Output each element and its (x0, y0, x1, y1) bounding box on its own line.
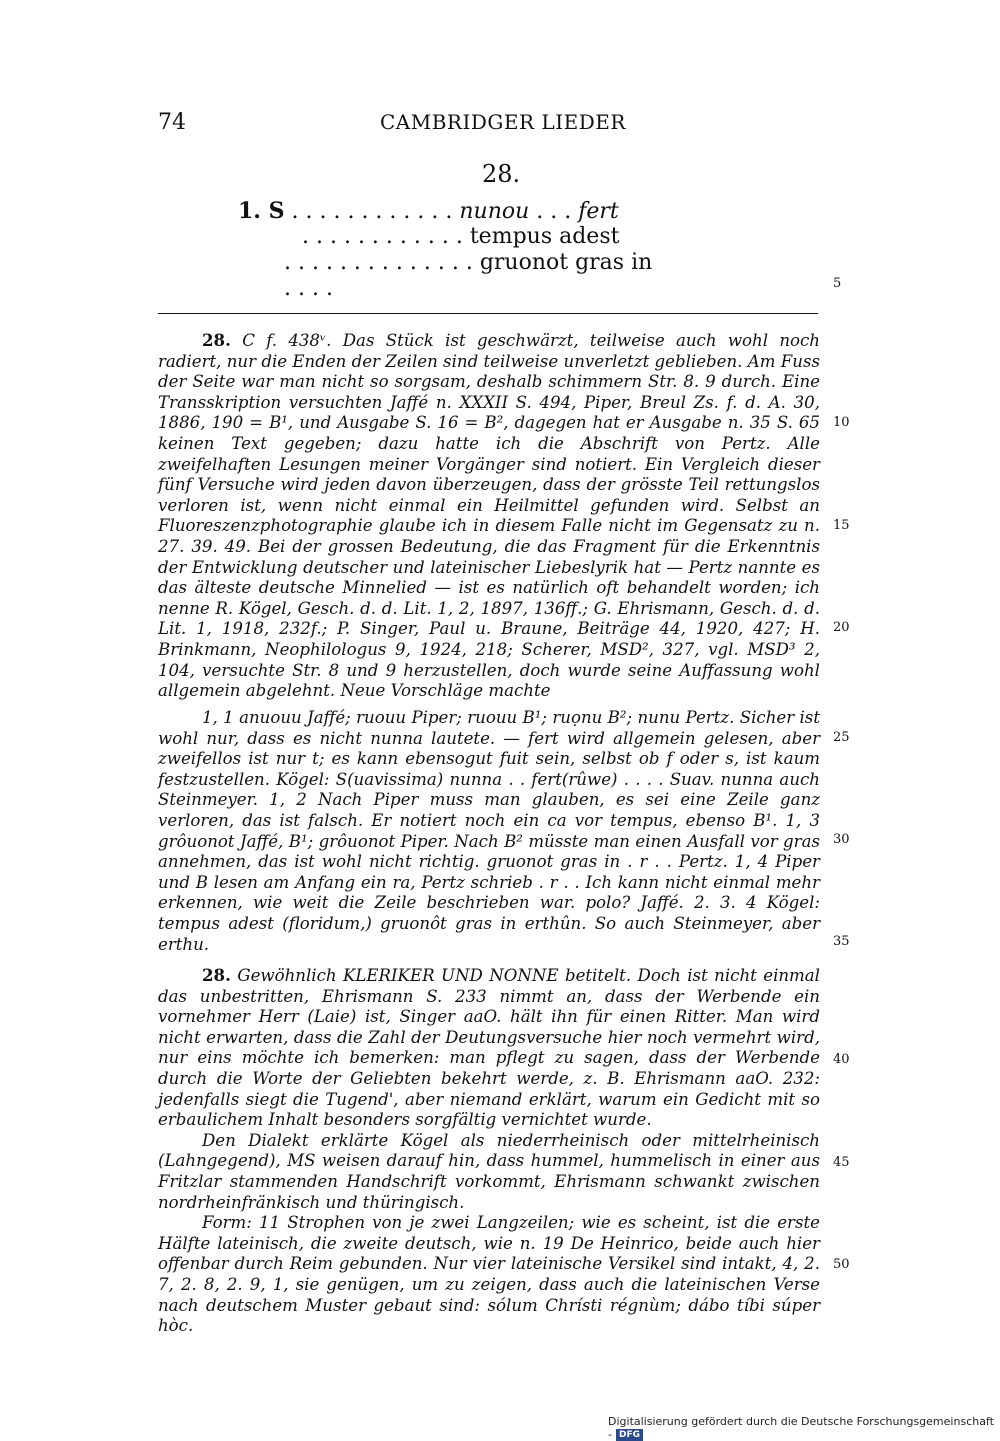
apparatus-text-2: 1, 1 anuouu Jaffé; ruouu Piper; ruouu B¹; ruọnu B²; nunu Pertz. Sicher ist wohl nur, dass es nicht nunna lautete. — fert wird allgemein gelesen, aber zweifellos ist nur t; es kann ebensogut fuit sein, selbst ob f oder s, ist kaum festzustellen. Kögel: S(uavissima) nunna . . fert(rûwe) . . . . Suav. nunna auch Steinmeyer. 1, 2 Nach Piper muss man glauben, es sei eine Zeile ganz verloren, das ist falsch. Er notiert noch ein ca vor tempus, ebenso B¹. 1, 3 grôuonot Jaffé, B¹; grôuonot Piper. Nach B² müsste man einen Ausfall vor gras annehmen, das ist wohl nicht richtig. gruonot gras in . r . . Pertz. 1, 4 Piper und B lesen am Anfang ein ra, Pertz schrieb . r . . Ich kann nicht einmal mehr erkennen, wie weit die Zeile beschrieben war. polo? Jaffé. 2. 3. 4 Kögel: tempus adest (floridum,) gruonôt gras in erthûn. So auch Steinmeyer, aber erthu. (158, 708, 820, 954)
line-number: 40 (833, 1052, 850, 1067)
page-number: 74 (158, 110, 186, 135)
line-number: 10 (833, 415, 850, 430)
line-number: 30 (833, 832, 850, 847)
line-number: 15 (833, 518, 850, 533)
commentary-p3: Form: 11 Strophen von je zwei Langzeilen; wie es scheint, ist die erste Hälfte lateinisch, die zweite deutsch, wie n. 19 De Heinrico, beide auch hier offenbar durch Reim gebunden. Nur vier lateinische Versikel sind intakt, 4, 2. 7, 2. 8, 2. 9, 1, sie genügen, um zu zeigen, dass auch die lateinischen Verse nach deutschem Muster gebaut sind: sólum Chrísti régnùm; dábo tíbi súper hòc. (158, 1213, 820, 1336)
digitization-footer: Digitalisierung gefördert durch die Deutsche Forschungsgemeinschaft - DFG (608, 1415, 994, 1441)
poem-number: 28. (482, 160, 521, 188)
commentary: 28. Gewöhnlich KLERIKER UND NONNE betitelt. Doch ist nicht einmal das unbestritten, Ehrismann S. 233 nimmt an, dass der Werbende ein vornehmer Herr (Laie) ist, Singer aaO. hält ihn für einen Ritter. Man wird nicht erwarten, dass die Zahl der Deutungsversuche hier noch vermehrt wird, nur eins möchte ich bemerken: man pflegt zu sagen, dass der Werbende durch die Worte der Geliebten bekehrt werde, z. B. Ehrismann aaO. 232: jedenfalls siegt die Tugend', aber niemand erklärt, warum ein Gedicht mit so erbaulichem Inhalt besonders sorgfältig vernichtet wurde. Den Dialekt erklärte Kögel als niederrheinisch oder mittelrheinisch (Lahngegend), MS weisen darauf hin, dass hummel, hummelisch in einer aus Fritzlar stammenden Handschrift vorkommt, Ehrismann schwankt zwischen nordrheinfränkisch und thüringisch. Form: 11 Strophen von je zwei Langzeilen; wie es scheint, ist die erste Hälfte lateinisch, die zweite deutsch, wie n. 19 De Heinrico, beide auch hier offenbar durch Reim gebunden. Nur vier lateinische Versikel sind intakt, 4, 2. 7, 2. 8, 2. 9, 1, sie genügen, um zu zeigen, dass auch die lateinischen Verse nach deutschem Muster gebaut sind: sólum Chrísti régnùm; dábo tíbi súper hòc. (158, 965, 820, 1336)
line-number: 5 (833, 276, 842, 291)
poem-line-4: . . . . (284, 276, 333, 301)
poem-line-3: . . . . . . . . . . . . . . gruonot gras in (284, 250, 653, 275)
line-number: 35 (833, 934, 850, 949)
apparatus-paragraph-1: 28. C f. 438ᵛ. Das Stück ist geschwärzt, teilweise auch wohl noch radiert, nur die Enden der Zeilen sind teilweise unverletzt geblieben. Am Fuss der Seite war man nicht so sorgsam, deshalb schimmern Str. 8. 9 durch. Eine Transskription versuchten Jaffé n. XXXII S. 494, Piper, Breul Zs. f. d. A. 30, 1886, 190 = B¹, und Ausgabe S. 16 = B², dagegen hat er Ausgabe n. 35 S. 65 keinen Text gegeben; dazu hatte ich die Abschrift von Pertz. Alle zweifelhaften Lesungen meiner Vorgänger sind notiert. Ein Vergleich dieser fünf Versuche wird jeden davon überzeugen, dass der grösste Teil rettungslos verloren ist, wenn nicht einmal ein Heilmittel gefunden wird. Selbst an Fluoreszenzphotographie glaube ich in diesem Falle nicht im Gegensatz zu n. 27. 39. 49. Bei der grossen Bedeutung, die das Fragment für die Erkenntnis der Entwicklung deutscher und lateinischer Liebeslyrik hat — Pertz nannte es das älteste deutsche Minnelied — ist es natürlich oft behandelt worden; ich nenne R. Kögel, Gesch. d. d. Lit. 1, 2, 1897, 136ff.; G. Ehrismann, Gesch. d. d. Lit. 1, 1918, 232f.; P. Singer, Paul u. Braune, Beiträge 44, 1920, 427; H. Brinkmann, Neophilologus 9, 1924, 218; Scherer, MSD², 327, vgl. MSD³ 2, 104, versuchte Str. 8 und 9 herzustellen, doch wurde seine Auffassung wohl allgemein abgelehnt. Neue Vorschläge machte (158, 330, 820, 701)
line-number: 50 (833, 1257, 850, 1272)
section-rule (158, 313, 818, 314)
dfg-logo-icon: DFG (616, 1429, 643, 1441)
line-number: 25 (833, 730, 850, 745)
apparatus-text-1: C f. 438ᵛ. Das Stück ist geschwärzt, teilweise auch wohl noch radiert, nur die Enden der Zeilen sind teilweise unverletzt geblieben. Am Fuss der Seite war man nicht so sorgsam, deshalb schimmern Str. 8. 9 durch. Eine Transskription versuchten Jaffé n. XXXII S. 494, Piper, Breul Zs. f. d. A. 30, 1886, 190 = B¹, und Ausgabe S. 16 = B², dagegen hat er Ausgabe n. 35 S. 65 keinen Text gegeben; dazu hatte ich die Abschrift von Pertz. Alle zweifelhaften Lesungen meiner Vorgänger sind notiert. Ein Vergleich dieser fünf Versuche wird jeden davon überzeugen, dass der grösste Teil rettungslos verloren ist, wenn nicht einmal ein Heilmittel gefunden wird. Selbst an Fluoreszenzphotographie glaube ich in diesem Falle nicht im Gegensatz zu n. 27. 39. 49. Bei der grossen Bedeutung, die das Fragment für die Erkenntnis der Entwicklung deutscher und lateinischer Liebeslyrik hat — Pertz nannte es das älteste deutsche Minnelied — ist es natürlich oft behandelt worden; ich nenne R. Kögel, Gesch. d. d. Lit. 1, 2, 1897, 136ff.; G. Ehrismann, Gesch. d. d. Lit. 1, 1918, 232f.; P. Singer, Paul u. Braune, Beiträge 44, 1920, 427; H. Brinkmann, Neophilologus 9, 1924, 218; Scherer, MSD², 327, vgl. MSD³ 2, 104, versuchte Str. 8 und 9 herzustellen, doch wurde seine Auffassung wohl allgemein abgelehnt. Neue Vorschläge machte (158, 331, 820, 701)
apparatus-paragraph-2 (158, 708, 820, 955)
running-title: CAMBRIDGER LIEDER (380, 110, 626, 134)
poem-line-2: . . . . . . . . . . . . tempus adest (302, 224, 620, 249)
commentary-p2: Den Dialekt erklärte Kögel als niederrheinisch oder mittelrheinisch (Lahngegend), MS weisen darauf hin, dass hummel, hummelisch in einer aus Fritzlar stammenden Handschrift vorkommt, Ehrismann schwankt zwischen nordrheinfränkisch und thüringisch. (158, 1130, 820, 1212)
poem-line-1: 1. S . . . . . . . . . . . . nunou . . . fert (238, 198, 619, 224)
line-number: 45 (833, 1155, 850, 1170)
commentary-p1: Gewöhnlich KLERIKER UND NONNE betitelt. Doch ist nicht einmal das unbestritten, Ehrismann S. 233 nimmt an, dass der Werbende ein vornehmer Herr (Laie) ist, Singer aaO. hält ihn für einen Ritter. Man wird nicht erwarten, dass die Zahl der Deutungsversuche hier noch vermehrt wird, nur eins möchte ich bemerken: man pflegt zu sagen, dass der Werbende durch die Worte der Geliebten bekehrt werde, z. B. Ehrismann aaO. 232: jedenfalls siegt die Tugend', aber niemand erklärt, warum ein Gedicht mit so erbaulichem Inhalt besonders sorgfältig vernichtet wurde. (158, 966, 820, 1130)
line-number: 20 (833, 620, 850, 635)
